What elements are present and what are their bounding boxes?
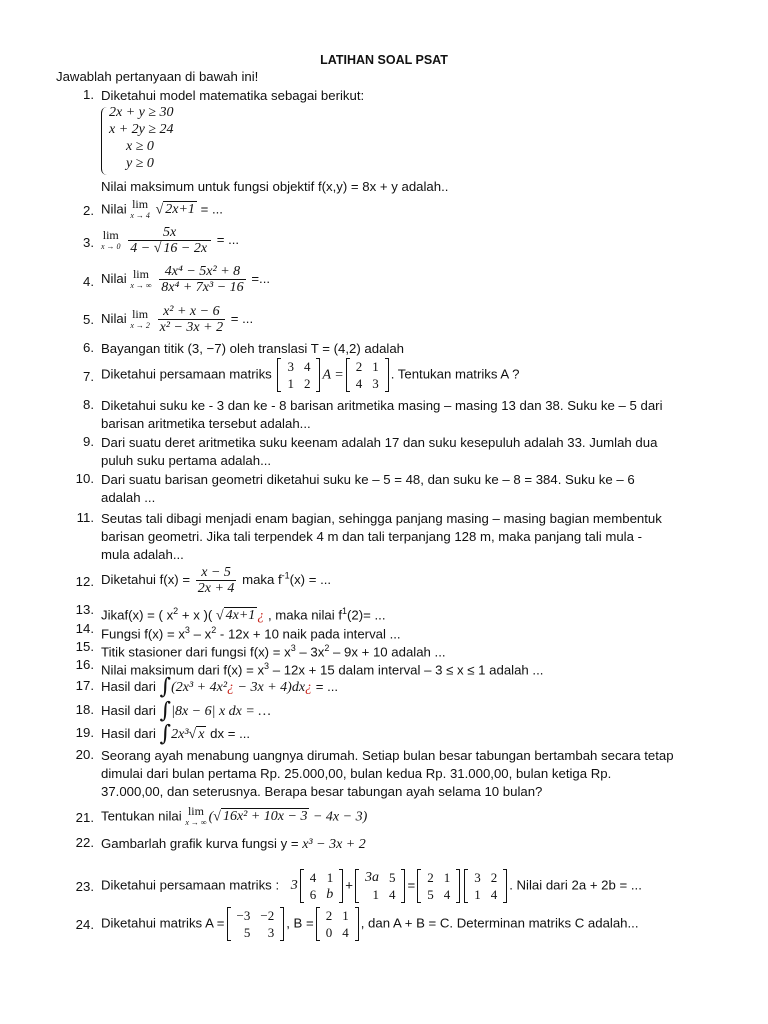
integral-sign: ∫ <box>159 698 172 724</box>
question-body: Diketahui persamaan matriks : 3 4 1 6 b + 3a 5 1 4 = 2 1 5 4 3 2 1 4 . Nilai dari 2a + 2b = ... <box>101 870 642 902</box>
question-number: 15. <box>75 639 94 654</box>
question-number: 8. <box>83 397 94 412</box>
question-number: 18. <box>75 702 94 717</box>
fraction <box>159 264 245 295</box>
question-text: Dari suatu deret aritmetika suku keenam adalah 17 dan suku kesepuluh adalah 33. Jumlah dua puluh suku pertama adalah... <box>101 435 658 468</box>
prefix: Diketahui persamaan matriks <box>101 366 272 382</box>
inequality: x ≥ 0 <box>126 139 154 154</box>
matrix: 3a 5 1 4 <box>355 869 406 903</box>
numerator: x − 5 <box>201 565 231 580</box>
question-body <box>101 225 701 256</box>
question-body <box>101 264 701 295</box>
inequality: y ≥ 0 <box>126 156 154 171</box>
question-number: 24. <box>75 917 94 932</box>
question-number: 14. <box>75 621 94 636</box>
question-body: Tentukan nilai lim x → ∞ (√ 16x² + 10x − 3 − 4x − 3) <box>101 804 368 827</box>
question-body: Hasil dari ∫2x³√ x dx = ... <box>101 721 251 747</box>
question-number: 3. <box>83 235 94 250</box>
question-number: 11. <box>76 510 94 525</box>
suffix: = ... <box>200 201 223 217</box>
question-body: Jikaf(x) = ( $x^2 + x$ )( √ 4x+1 ¿ , maka nilai $f^1(2)=$ ... <box>101 606 386 624</box>
denominator: 4 − √ 16 − 2x <box>128 240 211 256</box>
limit: lim x → 4 <box>130 197 150 220</box>
suffix: = ... <box>230 310 254 326</box>
inequality: x + 2y ≥ 24 <box>109 122 174 137</box>
fraction <box>128 225 211 256</box>
question-body: Gambarlah grafik kurva fungsi y = x³ − 3x + 2 <box>101 836 366 852</box>
question-number: 22. <box>75 835 94 850</box>
question-number: 16. <box>75 657 94 672</box>
question-text: Nilai maksimum untuk fungsi objektif f(x,y) = 8x + y adalah.. <box>101 179 449 194</box>
question-body: Hasil dari ∫|8x − 6| x dx = … <box>101 698 271 724</box>
question-number: 1. <box>83 87 94 102</box>
question-number: 23. <box>75 879 94 894</box>
question-number: 2. <box>83 203 94 218</box>
question-number: 17. <box>75 678 94 693</box>
matrix: 2 1 5 4 <box>417 869 460 903</box>
question-body: Hasil dari ∫(2x³ + 4x²¿ − 3x + 4)dx¿ = ... <box>101 674 339 700</box>
suffix: . Tentukan matriks A ? <box>390 366 520 382</box>
matrix: 4 1 6 b <box>300 869 344 903</box>
fraction <box>196 565 237 596</box>
prefix: Nilai <box>101 270 127 286</box>
question-number: 9. <box>83 434 94 449</box>
question-body: Nilai lim x → 4 √ 2x+1 = ... <box>101 197 223 220</box>
prefix: Diketahui f(x) = <box>101 571 191 587</box>
question-number: 20. <box>75 747 94 762</box>
suffix: = ... <box>216 231 240 247</box>
denominator: 8x⁴ + 7x³ − 16 <box>161 280 244 295</box>
radicand: 2x+1 <box>165 202 195 218</box>
question-number: 10. <box>75 471 94 486</box>
question-number: 6. <box>83 340 94 355</box>
inequality-system <box>101 105 201 177</box>
question-number: 21. <box>75 810 94 825</box>
question-body <box>101 304 701 335</box>
page-title: LATIHAN SOAL PSAT <box>320 53 448 67</box>
matrix: 3 2 1 4 <box>464 869 507 903</box>
question-text: Fungsi $f(x) = x^3 - x^2 - 12x + 10$ naik pada interval ... <box>101 625 401 642</box>
limit: lim x → 2 <box>130 306 150 330</box>
suffix: =... <box>251 270 271 286</box>
denominator: x² − 3x + 2 <box>159 320 224 335</box>
integral-sign: ∫ <box>159 674 172 700</box>
question-body: Diketahui matriks A = −3 −2 5 3 , B = 2 1 0 4 , dan A + B = C. Determinan matriks C adalah... <box>101 908 639 940</box>
matrix-a: A = <box>322 367 344 383</box>
question-body <box>101 358 701 392</box>
prefix: Nilai <box>101 310 127 326</box>
matrix: 3 4 1 2 <box>277 358 320 392</box>
question-text: Diketahui suku ke - 3 dan ke - 8 barisan aritmetika masing – masing 13 dan 38. Suku ke – 5 dari barisan aritmetika tersebut adalah... <box>101 398 663 431</box>
matrix: 2 1 0 4 <box>316 907 359 941</box>
question-number: 19. <box>75 725 94 740</box>
question-text: Bayangan titik (3, −7) oleh translasi T = (4,2) adalah <box>101 341 405 356</box>
question-number: 5. <box>83 312 94 327</box>
question-text: Nilai maksimum dari $f(x) = x^3 - 12x + 15$ dalam interval – 3 ≤ x ≤ 1 adalah ... <box>101 661 544 678</box>
question-text: Titik stasioner dari fungsi $f(x) = x^3 - 3x^2 - 9x + 10$ adalah ... <box>101 643 446 660</box>
question-body: Diketahui f(x) = $\frac{x - 5}{2x + 4}$ maka $f^{-1}(x)$ = ... <box>101 565 332 596</box>
question-text: Seutas tali dibagi menjadi enam bagian, sehingga panjang masing – masing bagian membentuk barisan geometri. Jika tali terpendek 4 m dan tali terpanjang 128 m, maka panjang tali mula - mula adalah... <box>101 511 662 562</box>
inequality: 2x + y ≥ 30 <box>109 105 174 120</box>
numerator: 5x <box>163 225 177 240</box>
limit: lim x → ∞ <box>130 266 152 290</box>
question-text: Diketahui model matematika sebagai berikut: <box>101 88 365 103</box>
question-number: 12. <box>75 574 94 589</box>
denominator: 2x + 4 <box>197 581 235 596</box>
prefix: Nilai <box>101 201 127 217</box>
question-number: 4. <box>83 274 94 289</box>
matrix: 2 1 4 3 <box>346 358 389 392</box>
question-text: Seorang ayah menabung uangnya dirumah. Setiap bulan besar tabungan bertambah secara tetap dimulai dari bulan pertama Rp. 25.000,00, bulan kedua Rp. 31.000,00, bulan ketiga Rp. 37.000,00, dan seterusnya. Berapa besar tabungan ayah selama 10 bulan? <box>101 748 674 799</box>
numerator: 4x⁴ − 5x² + 8 <box>164 264 241 279</box>
integral-sign: ∫ <box>159 721 172 747</box>
question-number: 7. <box>83 369 94 384</box>
limit: lim x → ∞ <box>185 804 207 827</box>
matrix: −3 −2 5 3 <box>227 907 285 941</box>
numerator: x² + x − 6 <box>163 304 220 319</box>
fraction <box>158 304 226 335</box>
question-text: Dari suatu barisan geometri diketahui suku ke – 5 = 48, dan suku ke – 8 = 384. Suku ke – 6 adalah ... <box>101 472 635 505</box>
limit: lim x → 0 <box>101 227 121 251</box>
instructions: Jawablah pertanyaan di bawah ini! <box>56 69 259 84</box>
question-number: 13. <box>75 602 94 617</box>
system-brace <box>101 107 108 175</box>
